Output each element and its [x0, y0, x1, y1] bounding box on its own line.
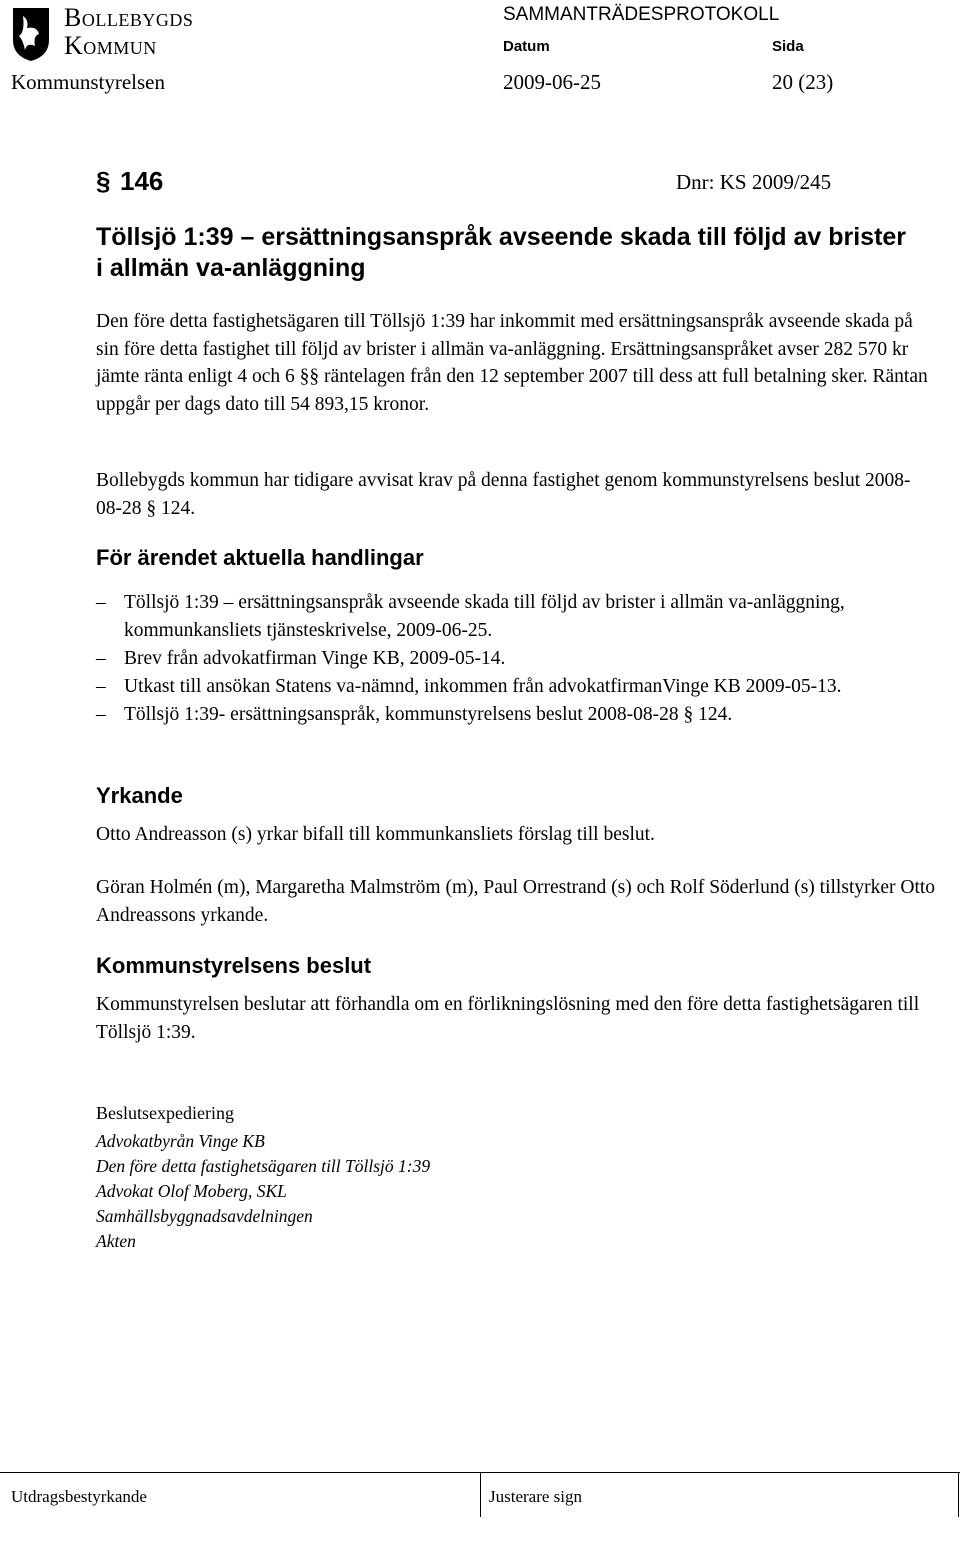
- logo-line-1: Bollebygds: [64, 3, 194, 32]
- municipality-name-logo: [64, 4, 193, 60]
- distribution-recipient: Akten: [96, 1231, 136, 1251]
- document-item: – Utkast till ansökan Statens va-nämnd, inkommen från advokatfirmanVinge KB 2009-05-13.: [96, 673, 886, 701]
- decision-paragraph: Kommunstyrelsen beslutar att förhandla om en förlikningslösning med den före detta fastighetsägaren till Töllsjö 1:39.: [96, 994, 920, 1043]
- case-title: Töllsjö 1:39 – ersättningsanspråk avseende skada till följd av brister i allmän va-anläggning: [96, 223, 907, 282]
- adjuster-signature-label: Justerare sign: [489, 1487, 583, 1506]
- case-description-paragraph: Den före detta fastighetsägaren till Töllsjö 1:39 har inkommit med ersättningsanspråk avseende skada på sin före detta fastighet till följd av brister i allmän va-anläggning. Ersättningsanspråket avser 282 570 kr jämte ränta enligt 4 och 6 §§ räntelagen från den 12 september 2007 till dess att full betalning sker. Räntan uppgår per dags dato till 54 893,15 kronor.: [96, 311, 928, 415]
- motion-heading: Yrkande: [96, 783, 183, 808]
- distribution-recipient: Advokatbyrån Vinge KB: [96, 1131, 265, 1151]
- extract-certification-label: Utdragsbestyrkande: [11, 1487, 147, 1506]
- page-label: Sida: [772, 38, 804, 55]
- logo-line-2: Kommun: [64, 31, 157, 60]
- diary-number: Dnr: KS 2009/245: [676, 170, 832, 194]
- document-item: – Brev från advokatfirman Vinge KB, 2009-05-14.: [96, 645, 886, 673]
- municipality-crest-logo: [11, 6, 51, 62]
- document-item: – Töllsjö 1:39 – ersättningsanspråk avseende skada till följd av brister i allmän va-anläggning, kommunkansliets tjänsteskrivelse, 2009-06-25.: [96, 589, 886, 645]
- previous-decision-paragraph: Bollebygds kommun har tidigare avvisat krav på denna fastighet genom kommunstyrelsens beslut 2008-08-28 § 124.: [96, 470, 911, 519]
- footer-column-divider: [958, 1473, 959, 1517]
- support-paragraph: Göran Holmén (m), Margaretha Malmström (m), Paul Orrestrand (s) och Rolf Söderlund (s) tillstyrker Otto Andreassons yrkande.: [96, 877, 936, 926]
- distribution-recipient: Samhällsbyggnadsavdelningen: [96, 1206, 313, 1226]
- document-type: SAMMANTRÄDESPROTOKOLL: [503, 4, 780, 25]
- distribution-heading: Beslutsexpediering: [96, 1103, 234, 1123]
- documents-heading: För ärendet aktuella handlingar: [96, 545, 424, 570]
- distribution-recipient: Advokat Olof Moberg, SKL: [96, 1181, 287, 1201]
- distribution-list: [96, 1129, 430, 1254]
- page-number: 20 (23): [772, 70, 834, 94]
- section-symbol: §: [96, 166, 111, 196]
- distribution-recipient: Den före detta fastighetsägaren till Töllsjö 1:39: [96, 1156, 431, 1176]
- documents-list: [96, 589, 886, 729]
- document-item: – Töllsjö 1:39- ersättningsanspråk, kommunstyrelsens beslut 2008-08-28 § 124.: [96, 701, 886, 729]
- motion-paragraph: Otto Andreasson (s) yrkar bifall till kommunkansliets förslag till beslut.: [96, 824, 655, 845]
- footer-column-divider: [480, 1473, 481, 1517]
- committee-name: Kommunstyrelsen: [11, 70, 165, 94]
- meeting-date: 2009-06-25: [503, 70, 601, 94]
- section-number: 146: [120, 166, 164, 196]
- decision-heading: Kommunstyrelsens beslut: [96, 953, 372, 978]
- date-label: Datum: [503, 38, 550, 55]
